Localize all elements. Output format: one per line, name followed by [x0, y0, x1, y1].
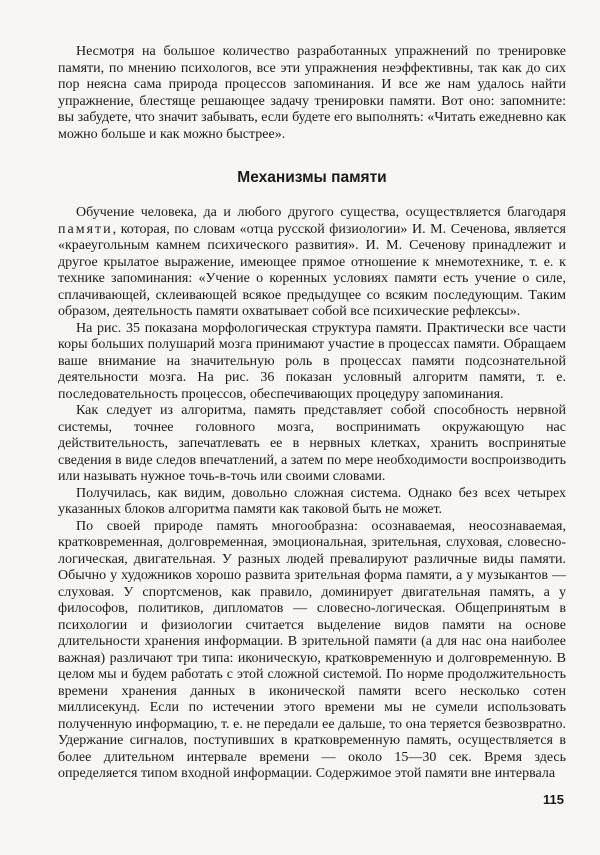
section-heading: Механизмы памяти	[237, 169, 387, 186]
paragraph-text-start: Обучение человека, да и любого другого существа, осуществляется благодаря	[76, 205, 566, 220]
paragraph-memory-types: По своей природе память многообразна: осознаваемая, неосознаваемая, кратковременная, долговременная, эмоциональная, зрительная, слуховая, словесно-логическая, двигательная. У разных людей превалируют различные виды памяти. Обычно у художников хорошо развита зрительная форма памяти, а у музыкантов — слуховая. У спортсменов, как правило, доминирует двигательная память, а у философов, политиков, дипломатов — словесно-логическая. Общепринятым в психологии и физиологии считается выделение видов памяти на основе длительности хранения информации. В зрительной памяти (а для нас она наиболее важная) различают три типа: иконическую, кратковременную и долговременную. В целом мы и будем работать с этой сложной системой. По норме продолжительность времени хранения данных в иконической памяти всего несколько сотен миллисекунд. Если по истечении этого времени мы не сумели использовать полученную информацию, т. е. не передали ее дальше, то она теряется безвозвратно. Удержание сигналов, поступивших в кратковременную память, осуществляется в более длительном интервале времени — около 15—30 сек. Время здесь определяется типом входной информации. Содержимое этой памяти вне интервала	[58, 518, 566, 781]
page-body	[58, 44, 566, 783]
paragraph-memory-definition	[58, 205, 566, 321]
page-number: 115	[543, 792, 564, 807]
paragraph-memory-algorithm: Как следует из алгоритма, память представляет собой способность нервной системы, точнее головного мозга, воспринимать окружающую нас действительность, запечатлевать ее в нервных клетках, хранить воспринятые сведения в виде следов впечатлений, а затем по мере необходимости воспроизводить или называть нужное точь-в-точь или своими словами.	[58, 403, 566, 484]
paragraph-memory-structure: На рис. 35 показана морфологическая структура памяти. Практически все части коры больших полушарий мозга принимают участие в процессах памяти. Обращаем ваше внимание на значительную роль в процессах памяти подсознательной деятельности мозга. На рис. 36 показан условный алгоритм памяти, т. е. последовательность процессов, обеспечивающих процедуру запоминания.	[58, 320, 566, 402]
emphasized-word: памяти	[58, 221, 113, 237]
intro-paragraph: Несмотря на большое количество разработанных упражнений по тренировке памяти, по мнению психологов, все эти упражнения неэффективны, так как до сих пор неясна сама природа процессов запоминания. И все же нам удалось найти упражнение, блестяще решающее задачу тренировки памяти. Вот оно: запомните: вы забудете, что значит забывать, если будете его выполнять: «Читать ежедневно как можно больше и как можно быстрее».	[58, 44, 566, 142]
paragraph-text-end: , которая, по словам «отца русской физиологии» И. М. Сеченова, является «краеугольным камнем психического развития». И. М. Сеченову принадлежит и другое крылатое выражение, имеющее прямое отношение к мнемотехнике, т. е. к технике запоминания: «Учение о коренных условиях памяти есть учение о силе, сплачивающей, склеивающей всякое предыдущее со всяким последующим. Таким образом, деятельность памяти охватывает собой все психические рефлексы».	[58, 221, 566, 319]
paragraph-system-blocks: Получилась, как видим, довольно сложная система. Однако без всех четырех указанных блоков алгоритма памяти как таковой быть не может.	[58, 485, 566, 517]
